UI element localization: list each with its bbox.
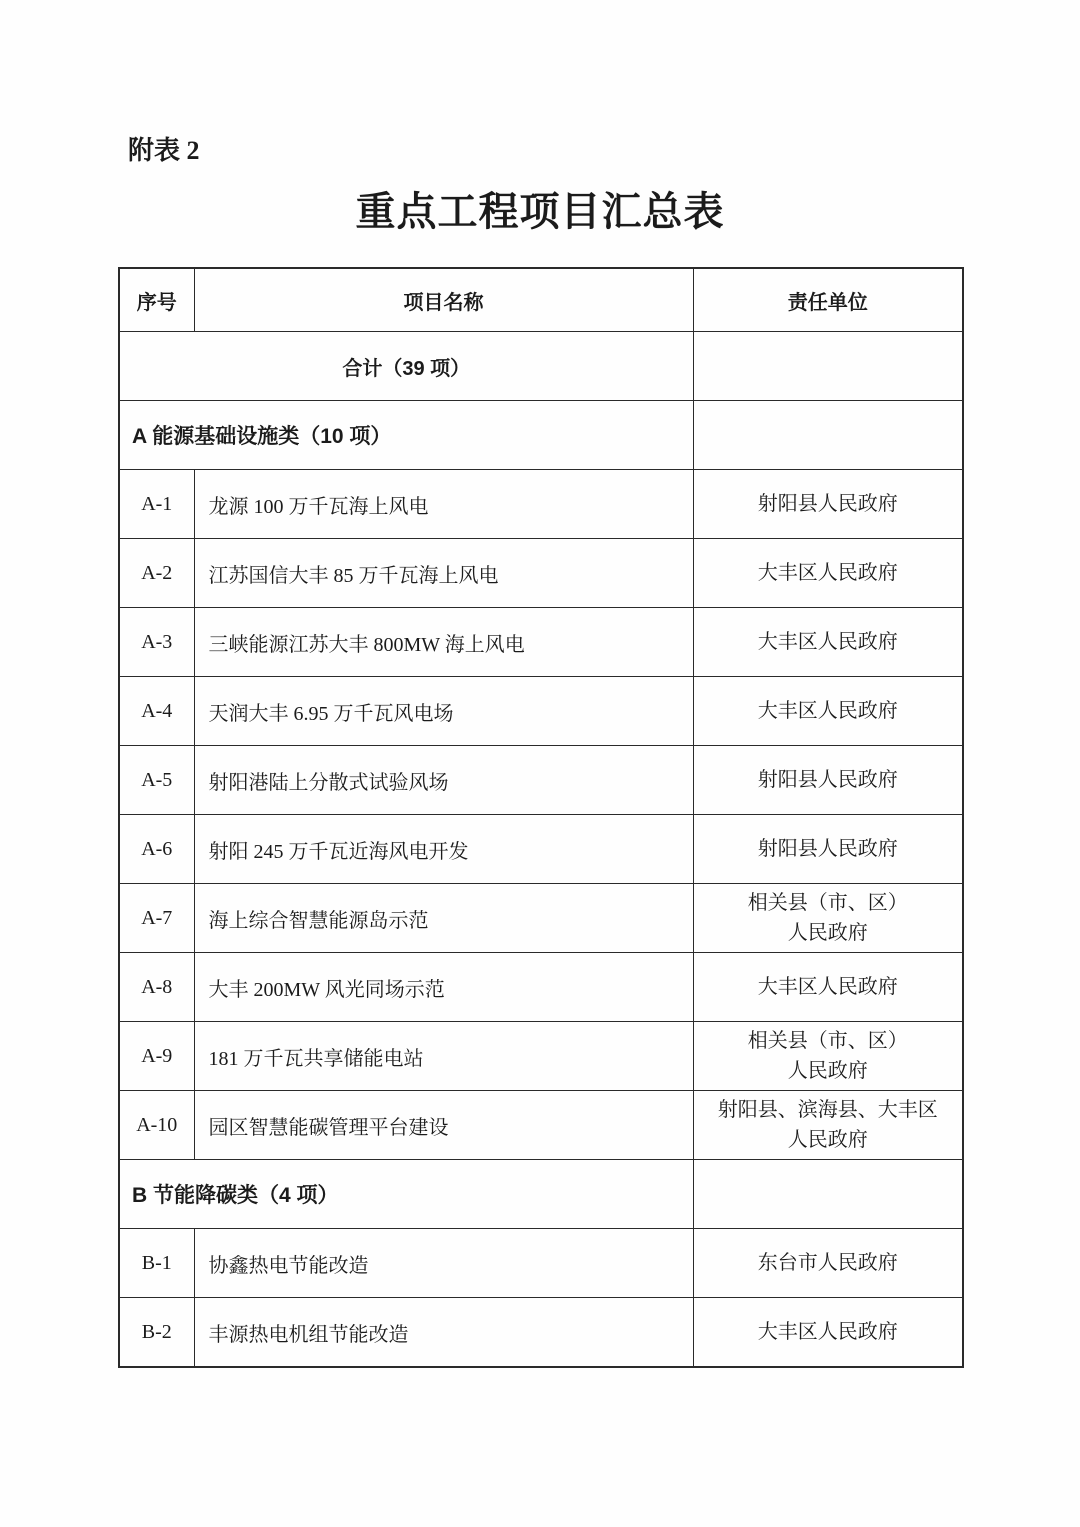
table-row-section-b [119, 1160, 963, 1229]
responsible-unit: 射阳县人民政府 [693, 815, 963, 884]
project-name: 江苏国信大丰 85 万千瓦海上风电 [194, 539, 693, 608]
seq-no: A-5 [119, 746, 194, 815]
project-name: 龙源 100 万千瓦海上风电 [194, 470, 693, 539]
responsible-unit: 射阳县、滨海县、大丰区 人民政府 [693, 1091, 963, 1160]
table-row [119, 953, 963, 1022]
seq-no: A-10 [119, 1091, 194, 1160]
project-name: 181 万千瓦共享储能电站 [194, 1022, 693, 1091]
responsible-unit: 东台市人民政府 [693, 1229, 963, 1298]
section-b-label: B 节能降碳类（4 项） [119, 1160, 693, 1229]
header-seq-no: 序号 [119, 268, 194, 332]
table-row-section-a [119, 401, 963, 470]
page-title: 重点工程项目汇总表 [355, 189, 725, 234]
total-label: 合计（39 项） [119, 332, 693, 401]
attachment-label: 附表 2 [128, 136, 200, 165]
responsible-unit: 射阳县人民政府 [693, 470, 963, 539]
table-row-total [119, 332, 963, 401]
project-name: 三峡能源江苏大丰 800MW 海上风电 [194, 608, 693, 677]
responsible-unit: 大丰区人民政府 [693, 608, 963, 677]
table-row [119, 1022, 963, 1091]
project-name: 丰源热电机组节能改造 [194, 1298, 693, 1368]
project-name: 射阳 245 万千瓦近海风电开发 [194, 815, 693, 884]
responsible-unit: 射阳县人民政府 [693, 746, 963, 815]
project-name: 天润大丰 6.95 万千瓦风电场 [194, 677, 693, 746]
seq-no: B-1 [119, 1229, 194, 1298]
responsible-unit: 大丰区人民政府 [693, 677, 963, 746]
responsible-unit: 相关县（市、区） 人民政府 [693, 884, 963, 953]
table-row [119, 746, 963, 815]
project-name: 园区智慧能碳管理平台建设 [194, 1091, 693, 1160]
seq-no: A-4 [119, 677, 194, 746]
project-name: 大丰 200MW 风光同场示范 [194, 953, 693, 1022]
seq-no: A-6 [119, 815, 194, 884]
seq-no: A-7 [119, 884, 194, 953]
table-row [119, 677, 963, 746]
table-row [119, 884, 963, 953]
seq-no: A-1 [119, 470, 194, 539]
table-row [119, 1091, 963, 1160]
table-row [119, 815, 963, 884]
section-b-unit-cell [693, 1160, 963, 1229]
responsible-unit: 大丰区人民政府 [693, 539, 963, 608]
table-row [119, 470, 963, 539]
section-a-unit-cell [693, 401, 963, 470]
table-row [119, 1229, 963, 1298]
project-name: 协鑫热电节能改造 [194, 1229, 693, 1298]
seq-no: A-8 [119, 953, 194, 1022]
header-project-name: 项目名称 [194, 268, 693, 332]
responsible-unit: 大丰区人民政府 [693, 953, 963, 1022]
total-unit-cell [693, 332, 963, 401]
table-row [119, 608, 963, 677]
seq-no: A-3 [119, 608, 194, 677]
seq-no: A-9 [119, 1022, 194, 1091]
project-name: 射阳港陆上分散式试验风场 [194, 746, 693, 815]
table-row [119, 539, 963, 608]
projects-summary-table [118, 267, 964, 1368]
section-a-label: A 能源基础设施类（10 项） [119, 401, 693, 470]
responsible-unit: 大丰区人民政府 [693, 1298, 963, 1368]
seq-no: B-2 [119, 1298, 194, 1368]
header-responsible-unit: 责任单位 [693, 268, 963, 332]
responsible-unit: 相关县（市、区） 人民政府 [693, 1022, 963, 1091]
project-name: 海上综合智慧能源岛示范 [194, 884, 693, 953]
table-row [119, 1298, 963, 1368]
table-header-row [119, 268, 963, 332]
seq-no: A-2 [119, 539, 194, 608]
